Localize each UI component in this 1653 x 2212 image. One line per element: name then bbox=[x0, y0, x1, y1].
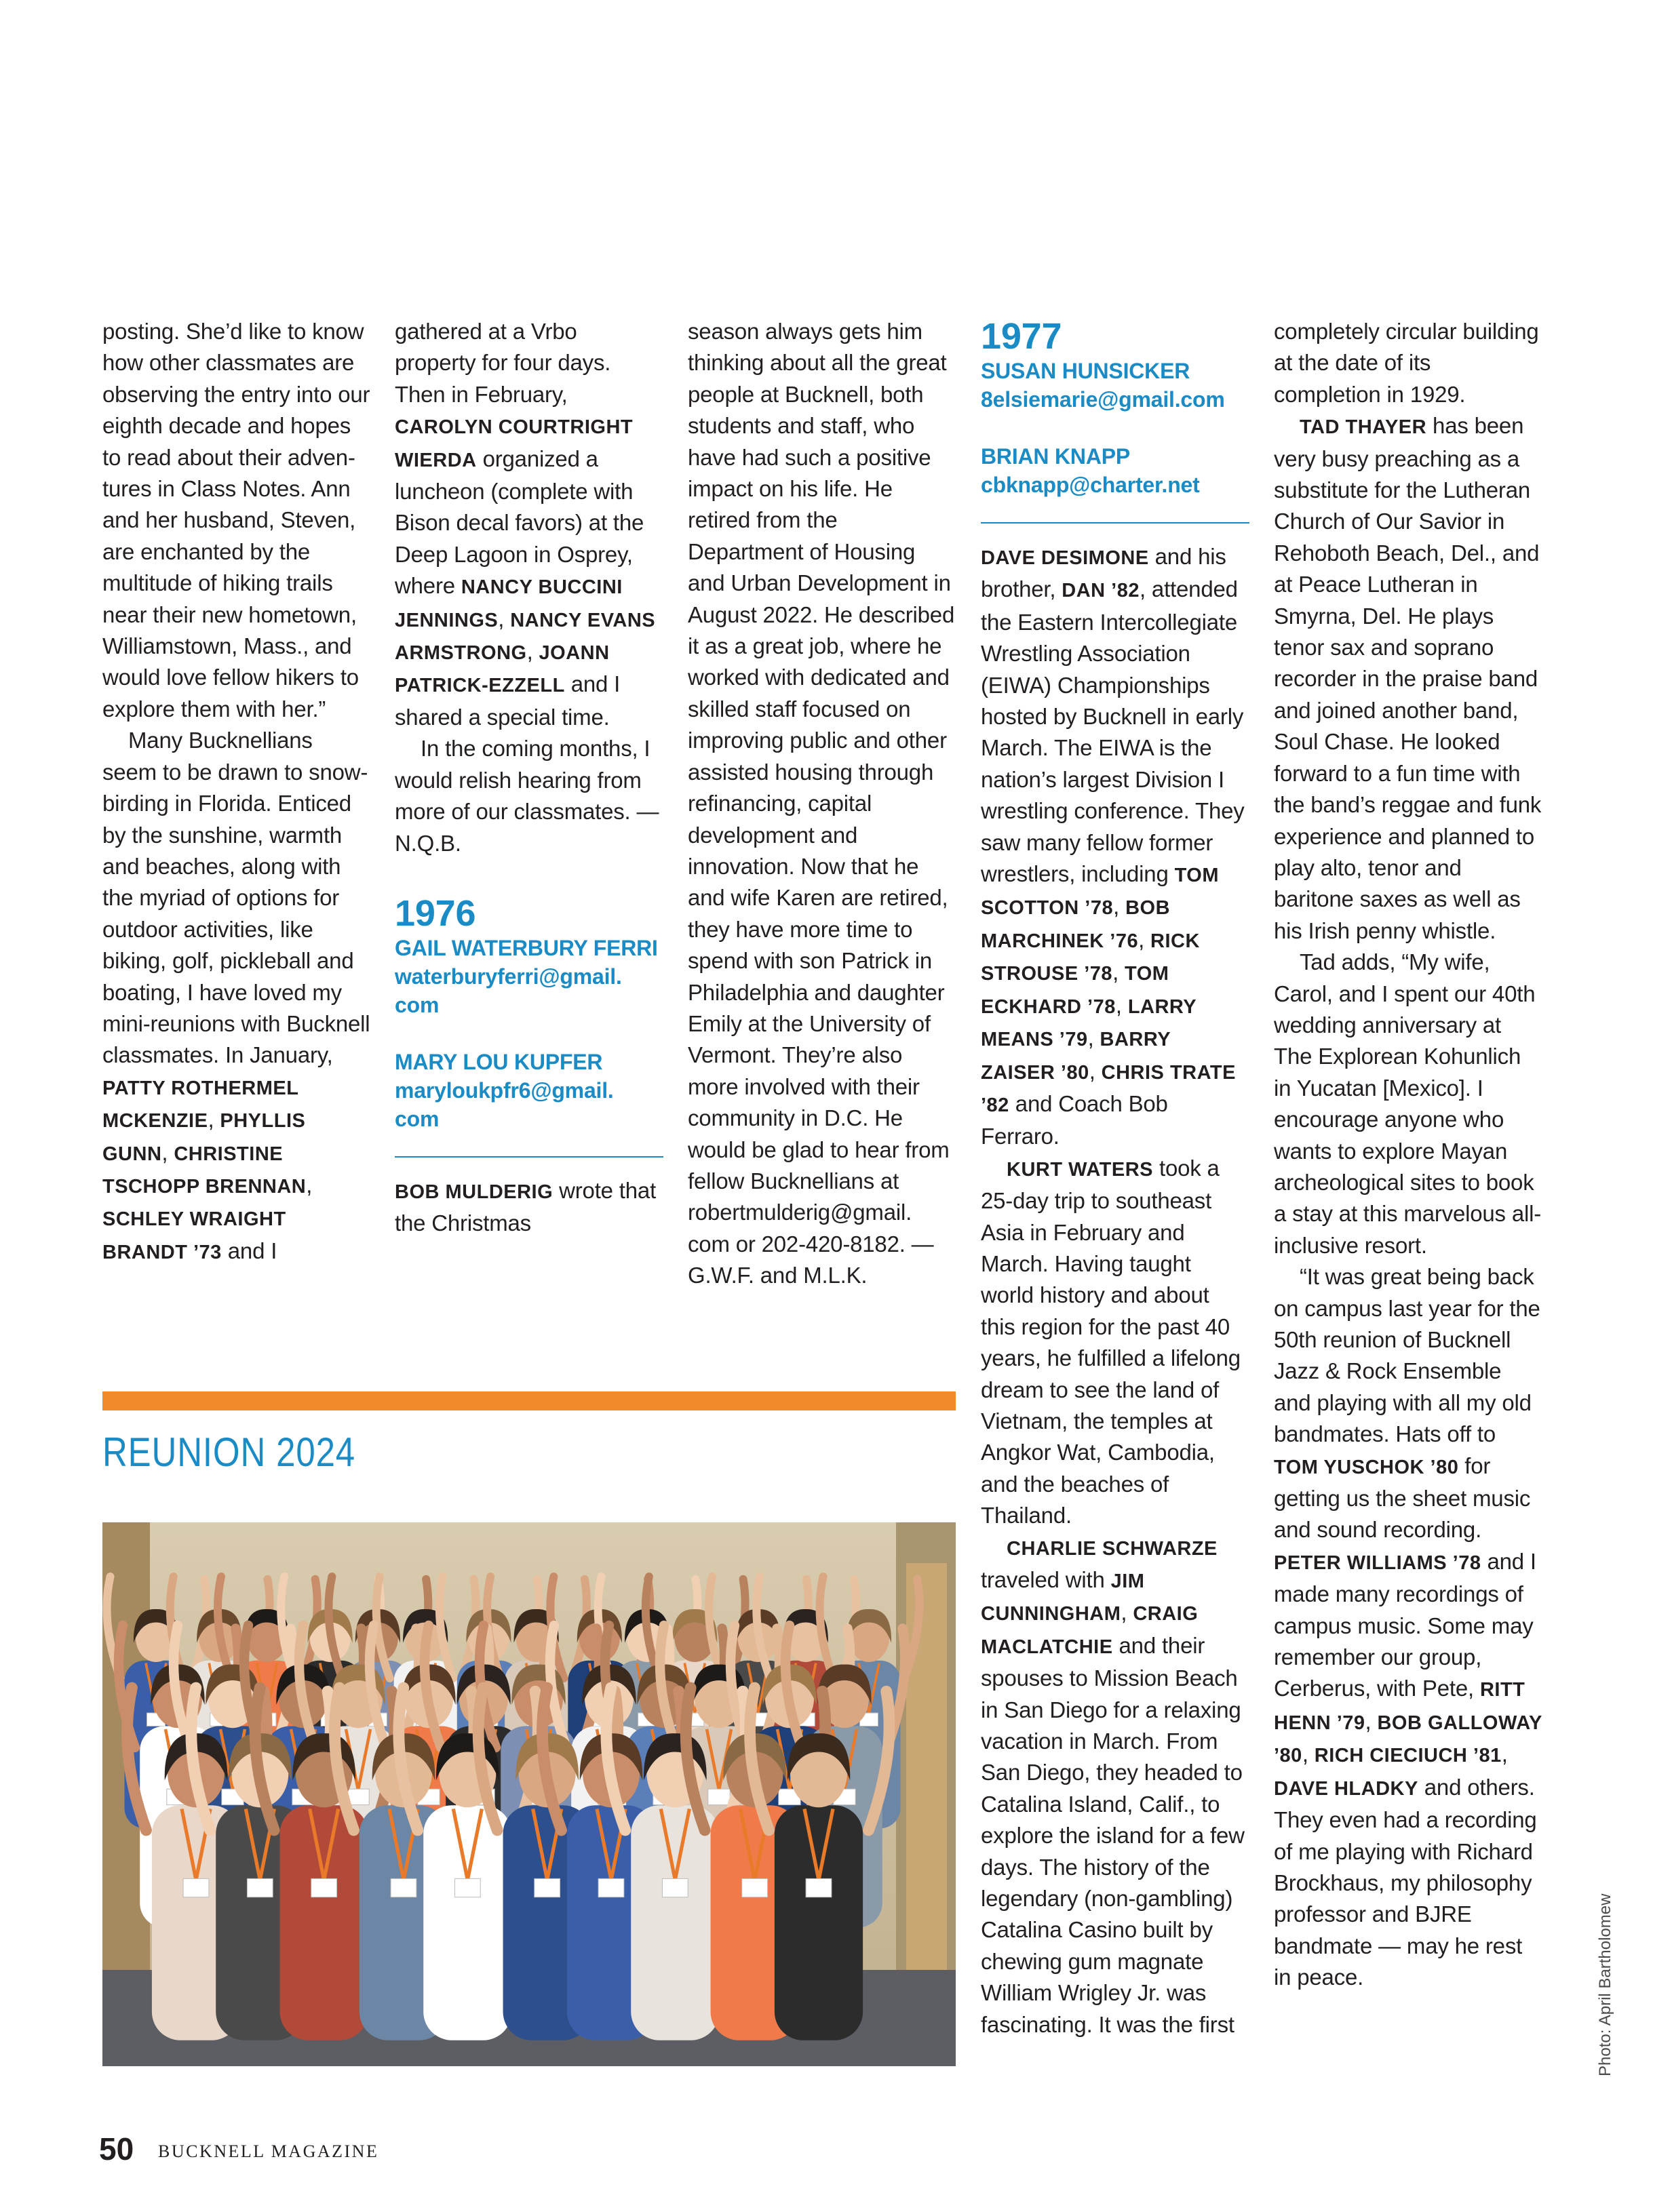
correspondent-name: GAIL WATERBURY FERRI bbox=[395, 935, 658, 960]
name-badge bbox=[391, 1878, 416, 1897]
separator: , bbox=[1089, 1058, 1102, 1084]
separator: , bbox=[526, 639, 539, 665]
paragraph: In the coming months, I would relish hearing from more of our classmates. — N.Q.B. bbox=[395, 736, 659, 856]
name-badge bbox=[183, 1878, 209, 1897]
paragraph: posting. She’d like to know how other classmates are observing the entry into our eighth decade and hopes to read about their adventures in Class Notes. Ann and her husband, Steven, are enchanted by the multitude of hiking trails near their new hometown, Williamstown, Mass., and would love fellow hikers to explore them with her.” bbox=[102, 319, 370, 722]
alumni-name: DAVE DESIMONE bbox=[981, 547, 1149, 569]
separator: , bbox=[1302, 1741, 1315, 1767]
body-text: gathered at a Vrbo property for four days. Then in February, bbox=[395, 319, 611, 407]
class-year-heading: 1976 bbox=[395, 892, 476, 934]
alumni-name: TAD THAYER bbox=[1300, 416, 1427, 439]
column-2 bbox=[395, 316, 663, 1240]
body-text: wrote that the Christmas bbox=[395, 1177, 657, 1236]
photo-illustration bbox=[102, 1522, 956, 2066]
name-badge bbox=[598, 1878, 624, 1897]
name-badge bbox=[806, 1878, 832, 1897]
correspondent-name: MARY LOU KUPFER bbox=[395, 1049, 603, 1074]
alumni-name: BARRY ZAISER ’80 bbox=[981, 1029, 1171, 1084]
body-text: has been very busy preaching as a substitute for the Lutheran Church of Our Savior in Rehoboth Beach, Del., and at Peace Lutheran in Smyrna, Del. He plays tenor sax and soprano recorder in the praise band and joined another band, Soul Chase. He looked forward to a fun time with the band’s reggae and funk experience and planned to play alto, tenor and baritone saxes as well as his Irish penny whistle. bbox=[1274, 413, 1542, 943]
separator: , bbox=[498, 606, 511, 631]
body-text: Many Bucknellians seem to be drawn to snow-birding in Florida. Enticed by the sunshine, warmth and beaches, along with the myriad of options for outdoor activities, like biking, golf, pickleball and boating, I have loved my mini-reunions with Bucknell classmates. In January, bbox=[102, 728, 370, 1068]
name-badge bbox=[662, 1878, 688, 1897]
body-text: for getting us the sheet music and sound recording. bbox=[1274, 1453, 1531, 1543]
person-body bbox=[775, 1805, 863, 2040]
alumni-name: RITT HENN ’79 bbox=[1274, 1679, 1525, 1734]
alumni-name: PETER WILLIAMS ’78 bbox=[1274, 1552, 1481, 1574]
paragraph bbox=[102, 725, 371, 1268]
body-text: and I shared a special time. bbox=[395, 671, 621, 730]
alumni-name: TOM YUSCHOK ’80 bbox=[1274, 1456, 1459, 1478]
alumni-name: CHRIS TRATE ’82 bbox=[981, 1061, 1236, 1116]
separator: , bbox=[1113, 894, 1126, 920]
correspondent-email[interactable]: maryloukpfr6@gmail. com bbox=[395, 1078, 614, 1131]
correspondent-email[interactable]: waterburyferri@gmail. com bbox=[395, 964, 622, 1017]
body-text: , attended the Eastern Intercollegiate Wrestling Association (EIWA) Championships hosted by Bucknell in early March. The EIWA is the nation’s largest Division I wrestling conference. They saw many fellow former wrestlers, including bbox=[981, 576, 1245, 887]
person-body bbox=[423, 1805, 511, 2040]
name-badge bbox=[708, 1789, 730, 1804]
correspondent-email[interactable]: cbknapp@charter.net bbox=[981, 473, 1200, 497]
photo-credit: Photo: April Bartholomew bbox=[1596, 1893, 1614, 2076]
name-badge bbox=[742, 1878, 768, 1897]
alumni-name: RICK STROUSE ’78 bbox=[981, 930, 1200, 985]
separator: , bbox=[208, 1107, 220, 1132]
separator: , bbox=[1121, 1600, 1133, 1625]
alumni-name: LARRY MEANS ’79 bbox=[981, 995, 1197, 1051]
alumni-name: PATTY ROTHERMEL MCKENZIE bbox=[102, 1077, 298, 1132]
section-accent-bar bbox=[102, 1391, 956, 1410]
person-body bbox=[280, 1805, 368, 2040]
separator: , bbox=[1501, 1741, 1508, 1767]
alumni-name: RICH CIECIUCH ’81 bbox=[1314, 1745, 1502, 1767]
body-text: and I made many recordings of campus music. Some may remember our group, Cerberus, with Pete, bbox=[1274, 1548, 1536, 1701]
correspondent-name: SUSAN HUNSICKER bbox=[981, 359, 1190, 383]
alumni-name: JOANN PATRICK-EZZELL bbox=[395, 642, 610, 697]
separator: , bbox=[1138, 926, 1151, 952]
alumni-name: SCHLEY WRAIGHT BRANDT ’73 bbox=[102, 1208, 286, 1263]
column-4 bbox=[981, 316, 1249, 2040]
paragraph bbox=[981, 1153, 1249, 1532]
alumni-name: KURT WATERS bbox=[1007, 1158, 1154, 1181]
page-number: 50 bbox=[99, 2131, 134, 2167]
reunion-heading: REUNION 2024 bbox=[102, 1429, 356, 1475]
correspondent-name: BRIAN KNAPP bbox=[981, 444, 1131, 469]
alumni-name: NANCY EVANS ARMSTRONG bbox=[395, 609, 656, 665]
alumni-name: TOM SCOTTON ’78 bbox=[981, 865, 1219, 920]
class-year-heading: 1977 bbox=[981, 316, 1062, 357]
alumni-name: DAVE HLADKY bbox=[1274, 1777, 1418, 1800]
alumni-name: JIM CUNNINGHAM bbox=[981, 1571, 1145, 1625]
divider bbox=[981, 522, 1249, 524]
magazine-name: BUCKNELL MAGAZINE bbox=[158, 2141, 379, 2161]
alumni-name: CAROLYN COURTRIGHT WIERDA bbox=[395, 416, 634, 471]
name-badge bbox=[247, 1878, 273, 1897]
separator: , bbox=[161, 1139, 174, 1165]
paragraph: completely circular building at the date of its completion in 1929. bbox=[1274, 319, 1539, 407]
column-5 bbox=[1274, 316, 1542, 1994]
paragraph bbox=[1274, 1261, 1542, 1993]
alumni-name: CHARLIE SCHWARZE bbox=[1007, 1537, 1218, 1560]
person-body bbox=[631, 1805, 719, 2040]
paragraph bbox=[1274, 410, 1542, 947]
separator: , bbox=[1087, 1025, 1100, 1051]
separator: , bbox=[306, 1172, 313, 1198]
paragraph: season always gets him thinking about all the great people at Bucknell, both students and staff, who have had such a positive impact on his life. He retired from the Department of Housing and Urban Development in August 2022. He described it as a great job, where he worked with dedicated and skilled staff focused on improving public and other assisted housing through refinancing, capital development and innovation. Now that he and wife Karen are retired, they have more time to spend with son Patrick in Philadelphia and daughter Emily at the University of Vermont. They’re also more involved with their community in D.C. He would be glad to hear from fellow Bucknellians at robertmulderig@gmail. com or 202-420-8182. — G.W.F. and M.L.K. bbox=[688, 319, 955, 1288]
body-text: traveled with bbox=[981, 1567, 1111, 1592]
reunion-group-photo bbox=[102, 1522, 956, 2066]
body-text: and I bbox=[221, 1238, 277, 1263]
alumni-name: BOB MULDERIG bbox=[395, 1181, 553, 1203]
body-text: organized a luncheon (complete with Bison decal favors) at the Deep Lagoon in Osprey, where bbox=[395, 446, 644, 599]
paragraph: Tad adds, “My wife, Carol, and I spent our 40th wedding anniversary at The Explorean Kohunlich in Yucatan [Mexico]. I encourage anyone who wants to explore Mayan archeological sites to book a stay at this marvelous all-inclusive resort. bbox=[1274, 949, 1542, 1258]
alumni-name: PHYLLIS GUNN bbox=[102, 1110, 306, 1165]
alumni-name: BOB GALLOWAY ’80 bbox=[1274, 1712, 1542, 1767]
name-badge bbox=[454, 1878, 480, 1897]
alumni-name: CHRISTINE TSCHOPP BRENNAN bbox=[102, 1143, 307, 1198]
paragraph bbox=[981, 541, 1249, 1153]
separator: , bbox=[1365, 1708, 1378, 1734]
name-badge bbox=[311, 1878, 337, 1897]
body-text: took a 25-day trip to southeast Asia in February and March. Having taught world history and about this region for the past 40 years, he fulfilled a lifelong dream to see the land of Vietnam, the temples at Angkor Wat, Cambodia, and the beaches of Thailand. bbox=[981, 1155, 1241, 1528]
body-text: and others. They even had a recording of me playing with Richard Brockhaus, my philosophy professor and BJRE bandmate — may he rest in peace. bbox=[1274, 1774, 1537, 1990]
paragraph bbox=[981, 1532, 1249, 2041]
alumni-name: BOB MARCHINEK ’76 bbox=[981, 897, 1171, 952]
body-text: and their spouses to Mission Beach in San Diego for a relaxing vacation in March. From San Diego, they headed to Catalina Island, Calif., to explore the island for a few days. The history of the legendary (non-gambling) Catalina Casino built by chewing gum magnate William Wrigley Jr. was fascinating. It was the first bbox=[981, 1632, 1245, 2037]
paragraph bbox=[395, 1175, 663, 1240]
divider bbox=[395, 1156, 663, 1158]
separator: , bbox=[1112, 960, 1125, 985]
column-3 bbox=[688, 316, 956, 1292]
separator: , bbox=[1115, 992, 1128, 1018]
paragraph bbox=[395, 316, 663, 733]
alumni-name: TOM ECKHARD ’78 bbox=[981, 963, 1169, 1018]
alumni-name: DAN ’82 bbox=[1062, 580, 1140, 602]
body-text: and Coach Bob Ferraro. bbox=[981, 1090, 1168, 1149]
name-badge bbox=[534, 1878, 560, 1897]
column-1 bbox=[102, 316, 371, 1268]
body-text: and his brother, bbox=[981, 544, 1226, 602]
correspondent-email[interactable]: 8elsiemarie@gmail.com bbox=[981, 387, 1225, 412]
alumni-name: CRAIG MACLATCHIE bbox=[981, 1603, 1199, 1658]
alumni-name: NANCY BUCCINI JENNINGS bbox=[395, 576, 623, 631]
body-text: “It was great being back on campus last year for the 50th reunion of Bucknell Jazz & Rock Ensemble and playing with all my old bandmates. Hats off to bbox=[1274, 1264, 1540, 1447]
